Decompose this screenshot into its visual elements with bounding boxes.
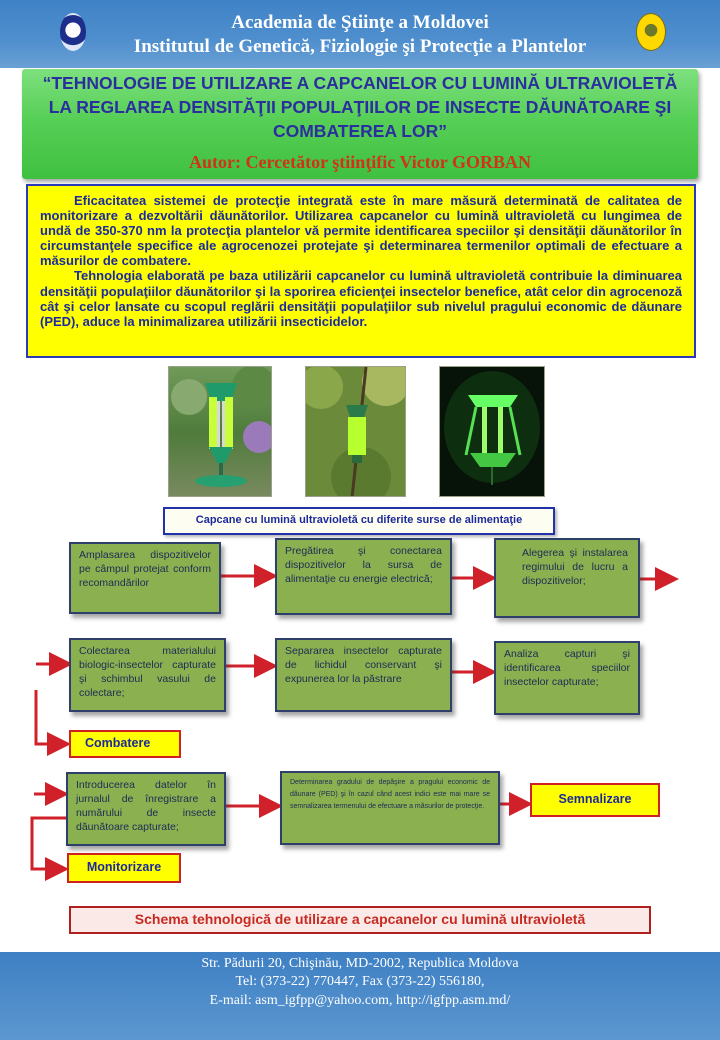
flow-step-5-text: Separarea insectelor capturate de lichidul conservant şi expunerea lor la păstrare — [285, 645, 442, 685]
institute-name: Institutul de Genetică, Fiziologie şi Protecţie a Plantelor — [133, 36, 587, 57]
arrow-to-monitorizare — [32, 818, 66, 869]
flow-step-7-text: Introducerea datelor în jurnalul de înregistrare a numărului de insecte dăunătoare capturate; — [76, 779, 216, 833]
academy-name: Academia de Ştiinţe a Moldovei — [231, 12, 489, 33]
trap-photo-2 — [305, 366, 406, 497]
trap-photo-3 — [439, 366, 545, 497]
flow-step-2-text: Pregătirea şi conectarea dispozitivelor la sursa de alimentaţie cu energie electrică; — [285, 545, 442, 585]
combatere-label: Combatere — [69, 730, 181, 758]
intro-paragraph-1: Eficacitatea sistemei de protecţie integrată este în mare măsură determinată de calitatea de monitorizare a dezvoltării dăunătorilor. Utilizarea capcanelor cu lumină ultravioletă cu lungimea de undă de 350-370 nm la protecţia plantelor vă permite identificarea speciilor şi densităţii dăunătorilor în circumstanţele specifice ale agrocenozei protejate şi determinarea termenilor optimali de efectuare a măsurilor de combatere. — [40, 193, 682, 269]
flow-step-8-text: Determinarea gradului de depăşire a pragului economic de dăunare (PED) şi în cazul când acest indici este mai mare se semnalizarea termenului de efectuare a măsurilor de protecţie. — [290, 779, 490, 810]
footer-phone: Tel: (373-22) 770447, Fax (373-22) 556180, — [235, 974, 485, 989]
author-line: Autor: Cercetător ştiinţific Victor GORBAN — [189, 152, 531, 172]
trap-photo-3-image — [440, 367, 545, 497]
poster-title — [30, 71, 690, 143]
flow-step-2 — [275, 538, 452, 615]
intro-box — [26, 184, 696, 358]
trap-photo-2-image — [306, 367, 406, 497]
poster-title-line-2: LA REGLAREA DENSITĂŢII POPULAŢIILOR DE INSECTE DĂUNĂTOARE ŞI — [48, 97, 672, 117]
flow-step-8 — [280, 771, 500, 845]
trap-photo-1 — [168, 366, 272, 497]
flow-step-5 — [275, 638, 452, 712]
flow-step-1-text: Amplasarea dispozitivelor pe câmpul protejat conform recomandărilor — [79, 549, 211, 589]
footer-email: E-mail: asm_igfpp@yahoo.com, http://igfpp.asm.md/ — [209, 993, 511, 1008]
poster-title-line-1: “TEHNOLOGIE DE UTILIZARE A CAPCANELOR CU LUMINĂ ULTRAVIOLETĂ — [42, 73, 678, 93]
schema-caption: Schema tehnologică de utilizare a capcanelor cu lumină ultravioletă — [69, 906, 651, 934]
flow-step-6-text: Analiza capturi şi identificarea speciilor insectelor capturate; — [504, 648, 630, 688]
flow-step-3 — [494, 538, 640, 618]
photos-caption: Capcane cu lumină ultravioletă cu diferite surse de alimentaţie — [163, 507, 555, 535]
flow-step-3-text: Alegerea şi instalarea regimului de lucru a dispozitivelor; — [522, 547, 628, 587]
arrow-to-combatere — [36, 690, 68, 744]
flow-step-4-text: Colectarea materialului biologic-insectelor capturate şi schimbul vasului de colectare; — [79, 645, 216, 699]
intro-paragraph-2: Tehnologia elaborată pe baza utilizării capcanelor cu lumină ultravioletă contribuie la diminuarea densităţii populaţiilor dăunătorilor şi la sporirea eficienţei insectelor benefice, atât celor din agrocenoză cât şi celor lansate cu scopul reglării densităţii populaţiilor sub nivelul pragului economic de dăunare (PED), aduce la minimalizarea utilizării insecticidelor. — [40, 268, 682, 329]
flow-step-6 — [494, 641, 640, 715]
trap-photo-1-image — [169, 367, 272, 497]
flow-step-4 — [69, 638, 226, 712]
semnalizare-label: Semnalizare — [530, 783, 660, 817]
poster-title-line-3: COMBATEREA LOR” — [272, 121, 448, 141]
monitorizare-label: Monitorizare — [67, 853, 181, 883]
flow-step-7 — [66, 772, 226, 846]
flow-step-1 — [69, 542, 221, 614]
footer-address: Str. Pădurii 20, Chişinău, MD-2002, Republica Moldova — [201, 956, 519, 971]
